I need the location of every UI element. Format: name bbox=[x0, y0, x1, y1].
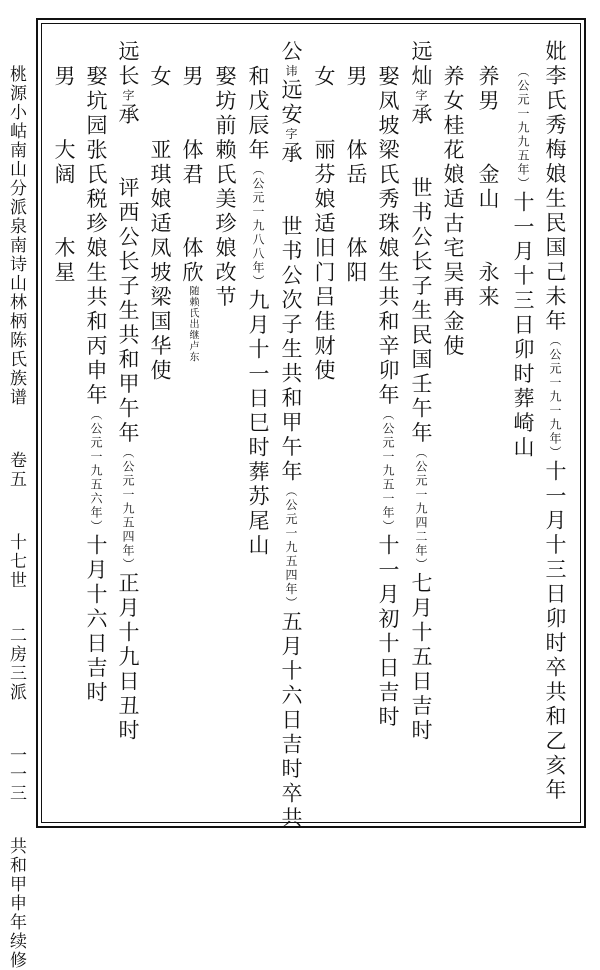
margin-caption bbox=[7, 65, 24, 970]
text-segment: 养女桂花娘适古宅吴再金使 bbox=[441, 65, 465, 359]
text-segment: 十一月初十日吉时 bbox=[376, 534, 400, 730]
text-column bbox=[345, 65, 366, 286]
text-column bbox=[280, 40, 301, 831]
text-column bbox=[313, 65, 334, 384]
annotation-segment: 随赖氏出继卢东 bbox=[187, 285, 198, 363]
annotation-segment: （公元一九五六年） bbox=[89, 408, 103, 534]
margin-branch: 二房三派 bbox=[6, 626, 26, 702]
text-segment: 五月十六日吉时卒共 bbox=[279, 610, 303, 831]
text-segment: 远灿 bbox=[409, 40, 433, 89]
text-segment: 女 丽芬娘适旧门吕佳财使 bbox=[312, 65, 336, 384]
text-segment: 养男 金山 永来 bbox=[476, 65, 500, 310]
text-column bbox=[214, 65, 235, 310]
text-segment: 娶坑园张氏税珍娘生共和丙申年 bbox=[84, 65, 108, 408]
text-segment: 七月十五日吉时 bbox=[409, 572, 433, 744]
text-column bbox=[181, 65, 202, 363]
annotation-segment: 字 bbox=[284, 127, 298, 142]
text-column bbox=[544, 40, 565, 803]
annotation-segment: （公元一九九五年） bbox=[516, 65, 530, 191]
text-segment: 十一月十三日卯时卒共和乙亥年 bbox=[543, 460, 567, 803]
text-segment: 承 评西公长子生共和甲午年 bbox=[116, 103, 140, 446]
text-segment: 九月十一日巳时葬苏尾山 bbox=[246, 289, 270, 559]
text-column bbox=[117, 40, 138, 744]
text-column bbox=[377, 65, 398, 730]
annotation-segment: （公元一九五一年） bbox=[381, 408, 395, 534]
text-column bbox=[477, 65, 498, 310]
annotation-segment: （公元一九一九年） bbox=[548, 334, 562, 460]
text-column bbox=[53, 65, 74, 286]
annotation-segment: （公元一九八八年） bbox=[251, 163, 265, 289]
annotation-segment: 字 bbox=[414, 89, 428, 103]
text-segment: 妣李氏秀梅娘生民国己未年 bbox=[543, 40, 567, 334]
text-segment: 男 体岳 体阳 bbox=[344, 65, 368, 286]
text-column bbox=[512, 65, 533, 461]
text-segment: 远长 bbox=[116, 40, 140, 89]
text-segment: 男 体君 体欣 bbox=[180, 65, 204, 286]
margin-edition: 共和甲申年续修 bbox=[6, 837, 26, 970]
margin-page-number: 一一三 bbox=[6, 746, 26, 803]
text-segment: 男 大阔 木星 bbox=[52, 65, 76, 286]
text-segment: 女 亚琪娘适凤坡梁国华使 bbox=[148, 65, 172, 384]
text-segment: 十一月十三日卯时葬崎山 bbox=[511, 191, 535, 461]
annotation-segment: 字 bbox=[121, 89, 135, 103]
text-column bbox=[149, 65, 170, 384]
margin-volume: 卷五 bbox=[6, 451, 26, 489]
margin-generation: 十七世 bbox=[6, 533, 26, 590]
text-segment: 正月十九日丑时 bbox=[116, 572, 140, 744]
text-segment: 娶坊前赖氏美珍娘改节 bbox=[213, 65, 237, 310]
text-segment: 和戊辰年 bbox=[246, 65, 270, 163]
text-column bbox=[410, 40, 431, 744]
annotation-segment: 讳 bbox=[284, 64, 298, 79]
text-segment: 承 世书公长子生民国壬午年 bbox=[409, 103, 433, 446]
annotation-segment: （公元一九五四年） bbox=[284, 484, 298, 611]
text-column bbox=[442, 65, 463, 359]
text-segment: 娶凤坡梁氏秀珠娘生共和辛卯年 bbox=[376, 65, 400, 408]
text-segment: 承 世书公次子生共和甲午年 bbox=[279, 141, 303, 485]
text-column bbox=[247, 65, 268, 559]
annotation-segment: （公元一九五四年） bbox=[121, 446, 135, 572]
text-segment: 十月十六日吉时 bbox=[84, 534, 108, 706]
annotation-segment: （公元一九四二年） bbox=[414, 446, 428, 572]
text-column bbox=[85, 65, 106, 706]
text-segment: 公 bbox=[279, 40, 303, 65]
margin-title: 桃源小岵南山分派泉南诗山林柄陈氏族谱 bbox=[6, 65, 26, 407]
text-segment: 远安 bbox=[279, 78, 303, 128]
